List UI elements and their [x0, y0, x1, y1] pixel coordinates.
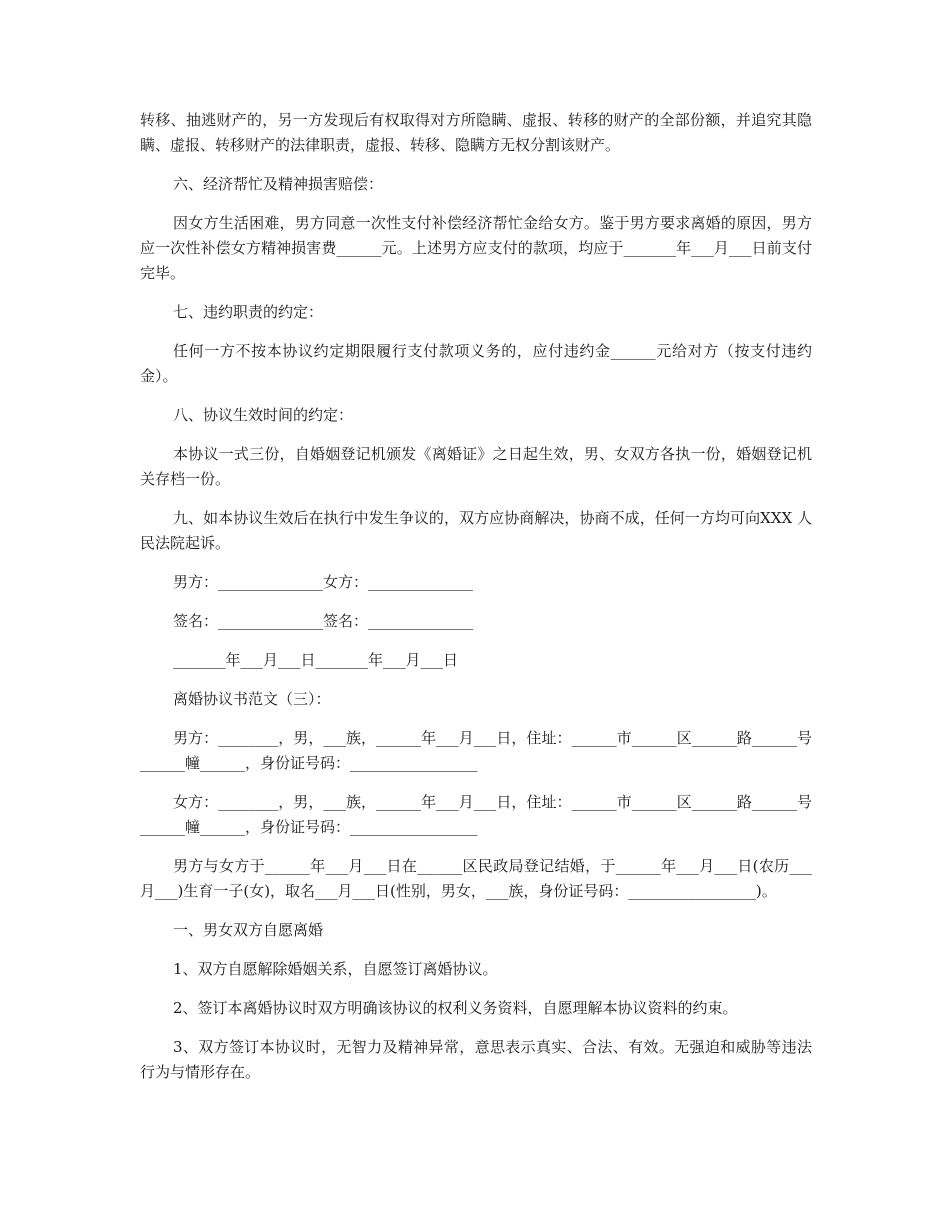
- signature-parties-line: 男方：______________女方：______________: [173, 573, 474, 591]
- document-page: [140, 108, 812, 1099]
- heading-effective-time: 八、协议生效时间的约定：: [173, 406, 354, 424]
- paragraph-breach-penalty: 任何一方不按本协议约定期限履行支付款项义务的，应付违约金______元给对方（按支付违约金）。: [140, 342, 812, 385]
- heading-economic-help-compensation: 六、经济帮忙及精神损害赔偿：: [173, 175, 384, 193]
- clause-3: 3、双方签订本协议时，无智力及精神异常，意思表示真实、合法、有效。无强迫和威胁等违法行为与情形存在。: [140, 1038, 812, 1081]
- heading-breach-liability: 七、违约职责的约定：: [173, 303, 324, 321]
- signature-names-line: 签名：______________签名：______________: [173, 612, 474, 630]
- signature-dates-line: _______年___月___日_______年___月___日: [173, 651, 459, 669]
- clause-2: 2、签订本离婚协议时双方明确该协议的权利义务资料，自愿理解本协议资料的约束。: [173, 999, 738, 1017]
- paragraph-economic-help-terms: 因女方生活困难，男方同意一次性支付补偿经济帮忙金给女方。鉴于男方要求离婚的原因，男方应一次性补偿女方精神损害费______元。上述男方应支付的款项，均应于_______年___月___日前支付完毕。: [140, 214, 812, 282]
- female-party-info: 女方：________，男，___族，______年___月___日，住址：______市______区______路______号______幢______，身份证号码：_________________: [140, 793, 812, 836]
- clause-1: 1、双方自愿解除婚姻关系，自愿签订离婚协议。: [173, 960, 498, 978]
- paragraph-effective-terms: 本协议一式三份，自婚姻登记机颁发《离婚证》之日起生效，男、女双方各执一份，婚姻登记机关存档一份。: [140, 445, 812, 488]
- sample-three-title: 离婚协议书范文（三）：: [173, 690, 331, 708]
- paragraph-dispute-resolution: 九、如本协议生效后在执行中发生争议的，双方应协商解决，协商不成，任何一方均可向XXX 人民法院起诉。: [140, 509, 812, 552]
- heading-voluntary-divorce: 一、男女双方自愿离婚: [173, 921, 324, 939]
- marriage-child-info: 男方与女方于______年___月___日在______区民政局登记结婚，于______年___月___日(农历___月___)生育一子(女)，取名___月___日(性别，男女，___族，身份证号码：_________________)。: [140, 857, 812, 900]
- male-party-info: 男方：________，男，___族，______年___月___日，住址：______市______区______路______号______幢______，身份证号码：_________________: [140, 729, 812, 772]
- paragraph-property-concealment-continued: 转移、抽逃财产的，另一方发现后有权取得对方所隐瞒、虚报、转移的财产的全部份额，并追究其隐瞒、虚报、转移财产的法律职责，虚报、转移、隐瞒方无权分割该财产。: [140, 111, 812, 154]
